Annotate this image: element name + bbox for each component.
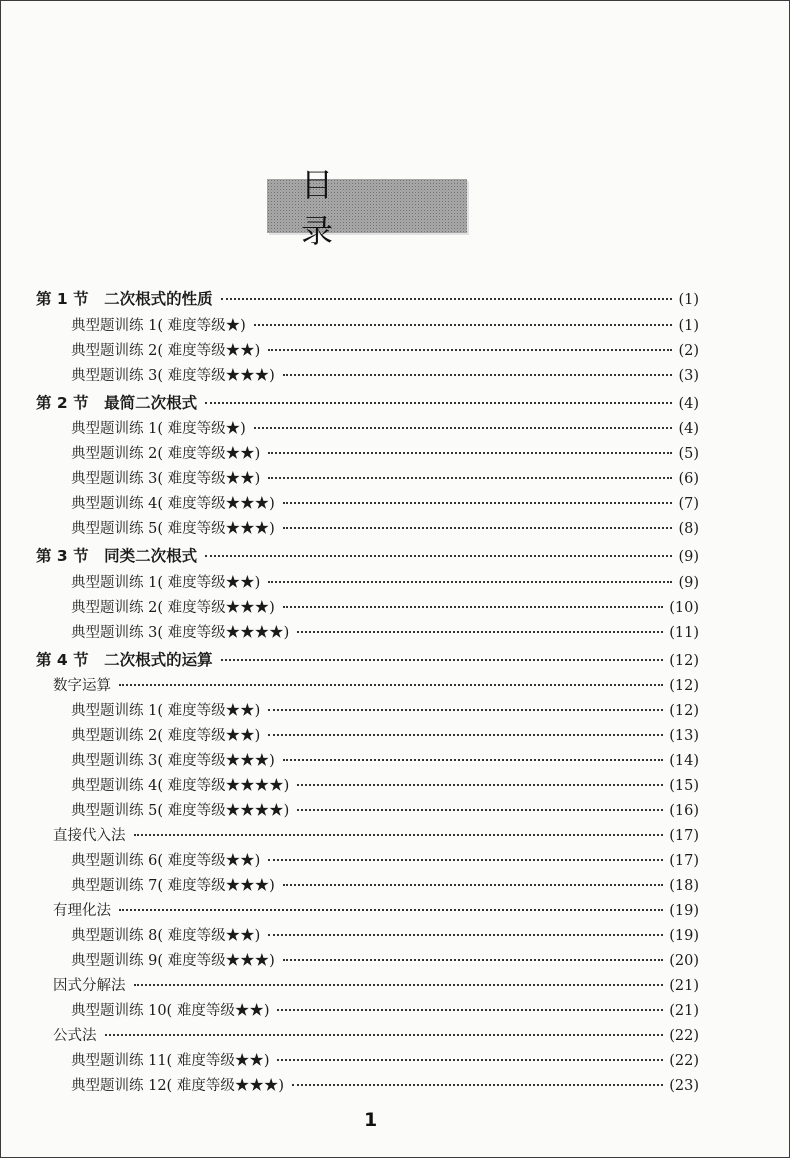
- toc-drill-entry: [36, 774, 699, 799]
- toc-entry-page: (1): [678, 292, 699, 308]
- dot-leader: [134, 984, 664, 986]
- toc-subsection-entry: [36, 899, 699, 924]
- dot-leader: [283, 606, 663, 608]
- dot-leader: [283, 959, 663, 961]
- toc-entry-label: 有理化法: [53, 903, 111, 920]
- toc-drill-entry: [36, 571, 699, 596]
- toc-drill-entry: [36, 699, 699, 724]
- toc-entry-label: 典型题训练 2( 难度等级★★): [71, 446, 261, 463]
- toc-entry-label: 典型题训练 10( 难度等级★★): [71, 1003, 270, 1020]
- toc-entry-page: (2): [678, 342, 699, 359]
- toc-entry-page: (6): [678, 471, 699, 488]
- toc-drill-entry: [36, 799, 699, 824]
- toc-drill-entry: [36, 621, 699, 646]
- toc-entry-page: (10): [669, 599, 699, 616]
- toc-entry-page: (9): [678, 574, 699, 591]
- toc-section-entry: [36, 542, 699, 571]
- toc-entry-label: 典型题训练 2( 难度等级★★★): [71, 599, 275, 616]
- dot-leader: [292, 1084, 663, 1086]
- toc-entry-label: 典型题训练 3( 难度等级★★★★): [71, 624, 290, 641]
- toc-entry-label: 第 1 节 二次根式的性质: [36, 290, 213, 308]
- toc-drill-entry: [36, 874, 699, 899]
- toc-entry-page: (22): [669, 1028, 699, 1045]
- toc-entry-label: 典型题训练 5( 难度等级★★★★): [71, 803, 290, 820]
- toc-entry-label: 因式分解法: [53, 978, 126, 995]
- toc-entry-page: (22): [669, 1053, 699, 1070]
- toc-subsection-entry: [36, 824, 699, 849]
- dot-leader: [268, 859, 663, 861]
- toc-entry-label: 第 4 节 二次根式的运算: [36, 650, 213, 669]
- dot-leader: [297, 784, 663, 786]
- toc-entry-label: 直接代入法: [53, 828, 126, 845]
- dot-leader: [205, 555, 672, 557]
- toc-entry-page: (21): [669, 978, 699, 995]
- toc-drill-entry: [36, 339, 699, 364]
- dot-leader: [268, 934, 663, 936]
- toc-entry-label: 典型题训练 4( 难度等级★★★★): [71, 778, 290, 795]
- toc-entry-label: 典型题训练 3( 难度等级★★): [71, 471, 261, 488]
- toc-drill-entry: [36, 467, 699, 492]
- toc-entry-page: (15): [669, 778, 699, 795]
- toc-drill-entry: [36, 749, 699, 774]
- toc-drill-entry: [36, 724, 699, 749]
- toc-entry-page: (19): [669, 903, 699, 920]
- toc-subsection-entry: [36, 974, 699, 999]
- toc-drill-entry: [36, 417, 699, 442]
- toc-entry-label: 第 2 节 最简二次根式: [36, 393, 198, 412]
- dot-leader: [205, 402, 672, 404]
- dot-leader: [119, 684, 663, 686]
- toc-entry-page: (17): [669, 853, 699, 870]
- dot-leader: [283, 884, 663, 886]
- toc-entry-label: 典型题训练 3( 难度等级★★★): [71, 753, 275, 770]
- toc-drill-entry: [36, 314, 699, 339]
- toc-entry-page: (20): [669, 953, 699, 970]
- toc-entry-label: 第 3 节 同类二次根式: [36, 547, 198, 566]
- toc-entry-page: (12): [669, 652, 699, 669]
- toc-entry-page: (5): [678, 446, 699, 463]
- toc-drill-entry: [36, 517, 699, 542]
- toc-section-entry: [36, 646, 699, 675]
- toc-entry-label: 典型题训练 6( 难度等级★★): [71, 853, 261, 870]
- toc-entry-label: 公式法: [53, 1028, 97, 1045]
- toc-entry-page: (18): [669, 878, 699, 895]
- toc-entry-label: 典型题训练 5( 难度等级★★★): [71, 521, 275, 538]
- toc-title: 目 录: [301, 166, 368, 250]
- toc-entry-page: (13): [669, 728, 699, 745]
- toc-entry-page: (21): [669, 1003, 699, 1020]
- toc-entry-page: (12): [669, 703, 699, 720]
- toc-drill-entry: [36, 364, 699, 389]
- dot-leader: [268, 581, 672, 583]
- toc-entry-page: (12): [669, 678, 699, 695]
- dot-leader: [277, 1059, 663, 1061]
- toc-entry-label: 典型题训练 1( 难度等级★): [71, 317, 246, 334]
- dot-leader: [297, 631, 663, 633]
- toc-entry-page: (7): [678, 496, 699, 513]
- toc-entry-page: (8): [678, 521, 699, 538]
- dot-leader: [283, 502, 673, 504]
- dot-leader: [268, 452, 672, 454]
- toc-drill-entry: [36, 1049, 699, 1074]
- toc-entry-label: 典型题训练 9( 难度等级★★★): [71, 953, 275, 970]
- dot-leader: [254, 427, 673, 429]
- toc-drill-entry: [36, 596, 699, 621]
- toc-entry-label: 典型题训练 1( 难度等级★★): [71, 574, 261, 591]
- dot-leader: [119, 909, 663, 911]
- toc-entry-page: (1): [678, 317, 699, 334]
- dot-leader: [254, 324, 673, 326]
- toc-drill-entry: [36, 1074, 699, 1099]
- toc-drill-entry: [36, 849, 699, 874]
- toc-entry-page: (11): [669, 624, 699, 641]
- toc-title-box: [267, 166, 467, 250]
- dot-leader: [283, 374, 673, 376]
- toc-subsection-entry: [36, 674, 699, 699]
- dot-leader: [105, 1034, 664, 1036]
- toc-entry-page: (3): [678, 367, 699, 384]
- toc-drill-entry: [36, 492, 699, 517]
- toc-drill-entry: [36, 442, 699, 467]
- toc-entry-label: 典型题训练 2( 难度等级★★): [71, 342, 261, 359]
- toc-entry-page: (16): [669, 803, 699, 820]
- toc-entry-label: 典型题训练 4( 难度等级★★★): [71, 496, 275, 513]
- toc-drill-entry: [36, 999, 699, 1024]
- table-of-contents: [36, 285, 699, 1099]
- toc-entry-page: (23): [669, 1078, 699, 1095]
- dot-leader: [221, 659, 664, 661]
- toc-entry-label: 典型题训练 11( 难度等级★★): [71, 1053, 270, 1070]
- toc-entry-label: 典型题训练 1( 难度等级★★): [71, 703, 261, 720]
- toc-section-entry: [36, 285, 699, 314]
- toc-entry-page: (17): [669, 828, 699, 845]
- dot-leader: [268, 349, 672, 351]
- dot-leader: [283, 527, 673, 529]
- toc-entry-page: (4): [678, 395, 699, 412]
- dot-leader: [277, 1009, 663, 1011]
- toc-drill-entry: [36, 924, 699, 949]
- toc-entry-page: (19): [669, 928, 699, 945]
- toc-entry-page: (14): [669, 753, 699, 770]
- dot-leader: [297, 809, 663, 811]
- toc-entry-page: (4): [678, 421, 699, 438]
- toc-subsection-entry: [36, 1024, 699, 1049]
- page-number: 1: [364, 1109, 378, 1131]
- toc-section-entry: [36, 389, 699, 418]
- toc-entry-label: 典型题训练 7( 难度等级★★★): [71, 878, 275, 895]
- dot-leader: [268, 477, 672, 479]
- toc-entry-label: 数字运算: [53, 678, 111, 695]
- dot-leader: [221, 298, 673, 300]
- toc-entry-label: 典型题训练 8( 难度等级★★): [71, 928, 261, 945]
- toc-entry-label: 典型题训练 2( 难度等级★★): [71, 728, 261, 745]
- toc-entry-label: 典型题训练 3( 难度等级★★★): [71, 367, 275, 384]
- dot-leader: [134, 834, 664, 836]
- toc-entry-label: 典型题训练 1( 难度等级★): [71, 421, 246, 438]
- dot-leader: [268, 734, 663, 736]
- toc-drill-entry: [36, 949, 699, 974]
- toc-entry-page: (9): [678, 549, 699, 566]
- dot-leader: [268, 709, 663, 711]
- dot-leader: [283, 759, 663, 761]
- toc-entry-label: 典型题训练 12( 难度等级★★★): [71, 1078, 284, 1095]
